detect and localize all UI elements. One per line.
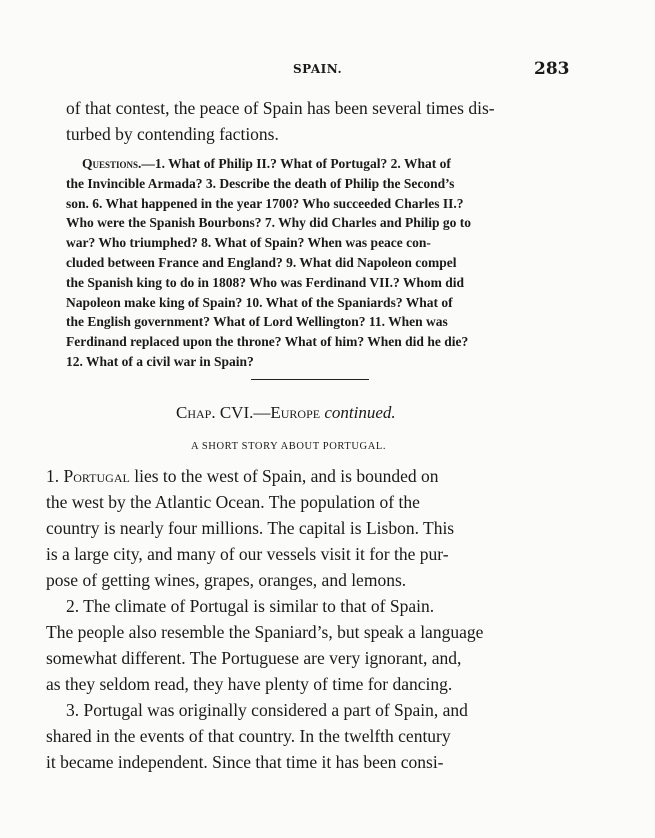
paragraph-2-line: as they seldom read, they have plenty of time for dancing. [46,674,453,694]
chapter-title: Chap. CVI.—Europe continued. [176,403,396,422]
paragraph-3-line: shared in the events of that country. In the twelfth century [46,726,451,746]
paragraph-2-line: The people also resemble the Spaniard’s, but speak a language [46,622,484,642]
paragraph-1-line: 1. Portugal lies to the west of Spain, and is bounded on [46,466,439,486]
questions-line: cluded between France and England? 9. What did Napoleon compel [66,255,457,270]
paragraph-1-line: the west by the Atlantic Ocean. The population of the [46,492,420,512]
paragraph-2-line: somewhat different. The Portuguese are very ignorant, and, [46,648,462,668]
paragraph-3-line: it became independent. Since that time it has been consi- [46,752,444,772]
questions-line: the English government? What of Lord Wellington? 11. When was [66,314,448,330]
questions-line: the Invincible Armada? 3. Describe the death of Philip the Second’s [66,175,455,191]
paragraph-number: 3. [66,700,80,720]
paragraph-1-line: is a large city, and many of our vessels visit it for the pur- [46,544,449,564]
questions-line: Napoleon make king of Spain? 10. What of the Spaniards? What of [66,294,453,310]
page-number: 283 [534,59,570,79]
questions-line: the Spanish king to do in 1808? Who was Ferdinand VII.? Whom did [66,274,465,290]
chapter-subtitle: A SHORT STORY ABOUT PORTUGAL. [191,441,387,452]
questions-label: Questions. [82,156,142,171]
questions-line: 12. What of a civil war in Spain? [66,354,254,369]
questions-line: son. 6. What happened in the year 1700? Who succeeded Charles II.? [66,195,464,211]
questions-line: Who were the Spanish Bourbons? 7. Why did Charles and Philip go to [66,215,471,231]
paragraph-1-line: pose of getting wines, grapes, oranges, and lemons. [46,570,407,590]
body-line: turbed by contending factions. [66,124,279,144]
questions-line: war? Who triumphed? 8. What of Spain? When was peace con- [66,235,431,251]
section-divider [251,379,369,380]
paragraph-1-line: country is nearly four millions. The capital is Lisbon. This [46,518,455,538]
paragraph-number: 2. [66,596,80,616]
body-line: of that contest, the peace of Spain has been several times dis- [66,98,495,118]
questions-line: Ferdinand replaced upon the throne? What of him? When did he die? [66,334,469,350]
running-head: SPAIN. [293,62,343,76]
questions-line: Questions.—1. What of Philip II.? What of Portugal? 2. What of [82,156,451,171]
paragraph-number: 1. [46,466,60,486]
lead-word: Portugal [63,466,130,486]
paragraph-3-line: 3. Portugal was originally considered a part of Spain, and [66,700,468,720]
paragraph-2-line: 2. The climate of Portugal is similar to that of Spain. [66,596,435,616]
